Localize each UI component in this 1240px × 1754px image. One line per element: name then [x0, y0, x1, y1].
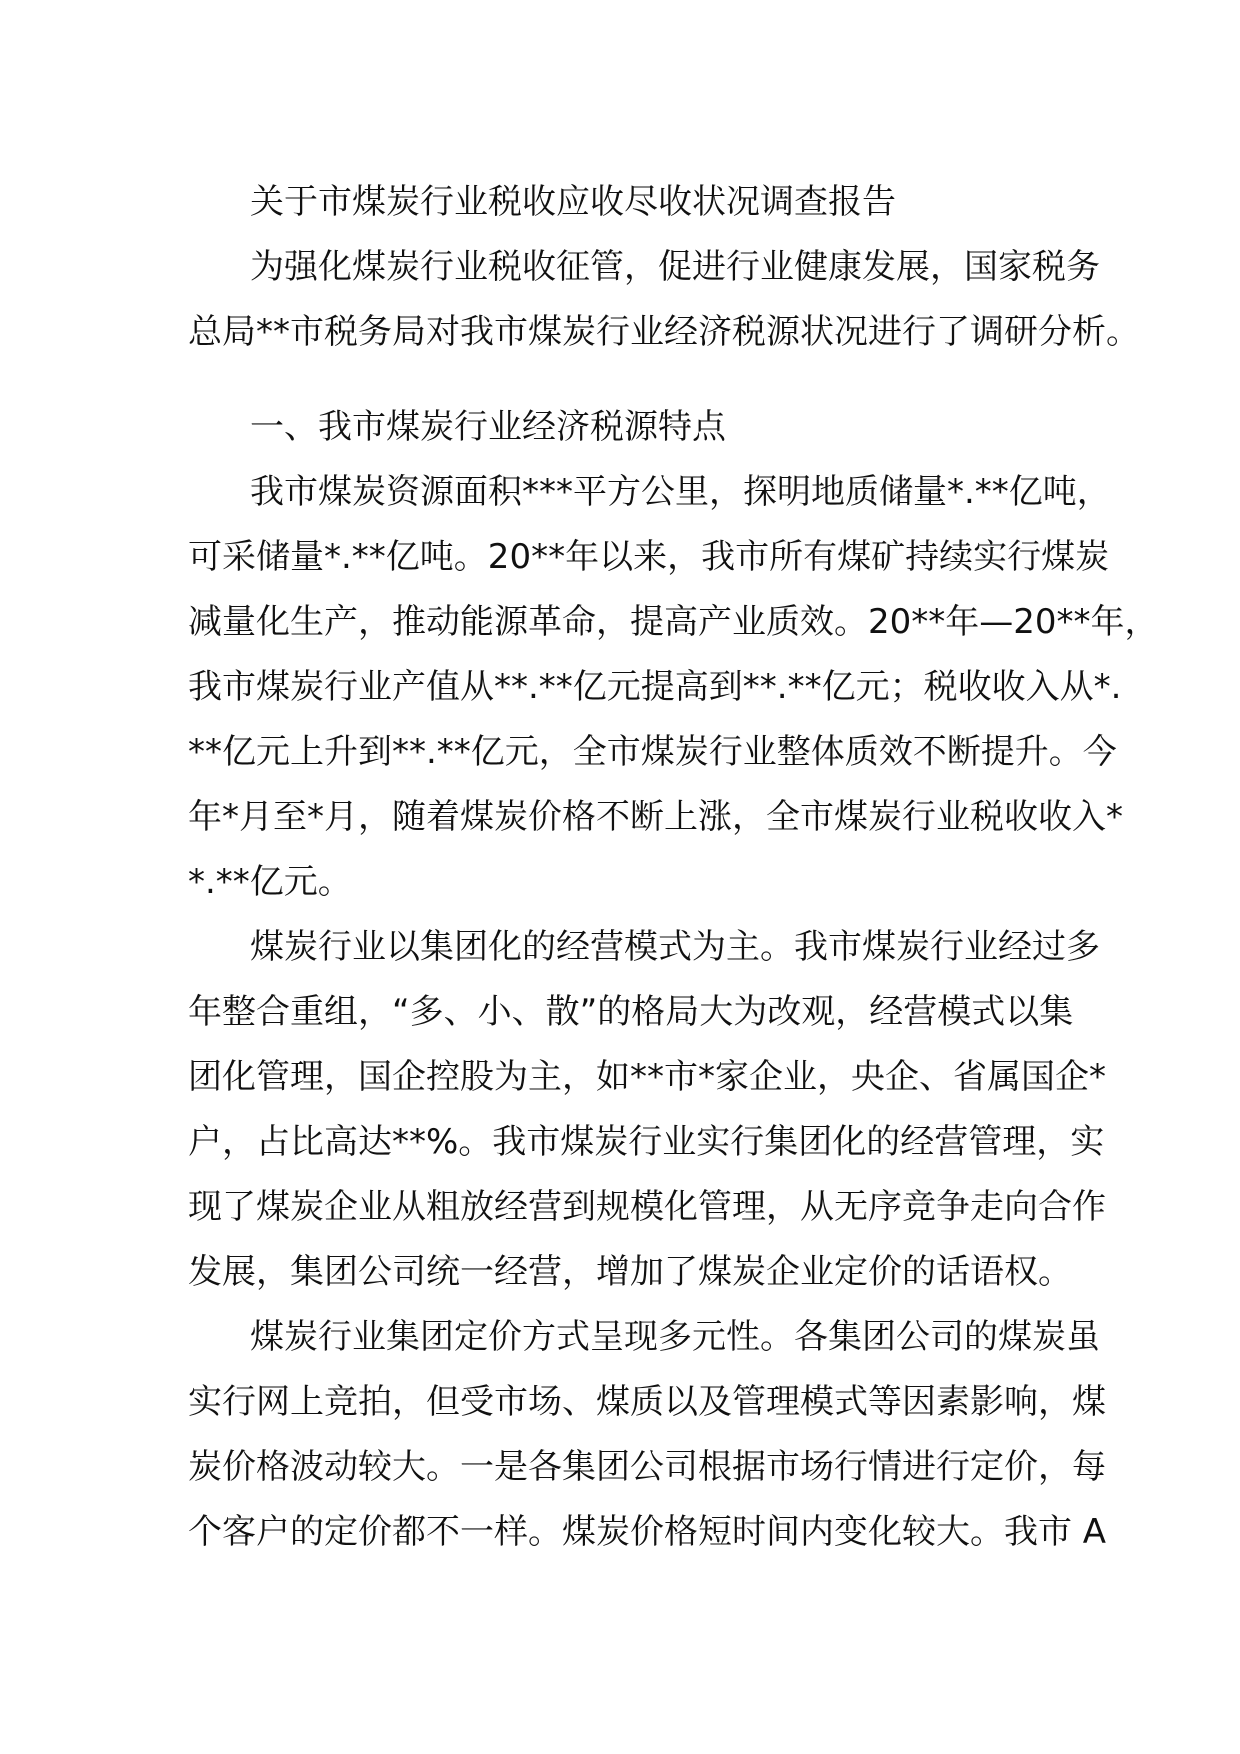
paragraph-line: 我市煤炭资源面积***平方公里，探明地质储量*.**亿吨，	[250, 472, 1111, 512]
paragraph-line: 团化管理，国企控股为主，如**市*家企业，央企、省属国企*	[188, 1057, 1106, 1097]
section-heading: 一、我市煤炭行业经济税源特点	[250, 407, 726, 447]
paragraph-line: **亿元上升到**.**亿元，全市煤炭行业整体质效不断提升。今	[188, 732, 1117, 772]
paragraph-line: *.**亿元。	[188, 862, 352, 902]
paragraph-gap	[188, 365, 1056, 395]
paragraph-line: 可采储量*.**亿吨。20**年以来，我市所有煤矿持续实行煤炭	[188, 537, 1110, 577]
document-title: 关于市煤炭行业税收应收尽收状况调查报告	[250, 182, 896, 222]
paragraph-line: 发展，集团公司统一经营，增加了煤炭企业定价的话语权。	[188, 1252, 1072, 1292]
paragraph-line: 户，占比高达**%。我市煤炭行业实行集团化的经营管理，实	[188, 1122, 1105, 1162]
paragraph-line: 实行网上竞拍，但受市场、煤质以及管理模式等因素影响，煤	[188, 1382, 1106, 1422]
paragraph-line: 减量化生产，推动能源革命，提高产业质效。20**年—20**年，	[188, 602, 1159, 642]
intro-line: 为强化煤炭行业税收征管，促进行业健康发展，国家税务	[250, 247, 1100, 287]
paragraph-line: 个客户的定价都不一样。煤炭价格短时间内变化较大。我市 A	[188, 1512, 1107, 1552]
paragraph-line: 炭价格波动较大。一是各集团公司根据市场行情进行定价，每	[188, 1447, 1106, 1487]
document-body	[188, 170, 1159, 1565]
paragraph-line: 煤炭行业集团定价方式呈现多元性。各集团公司的煤炭虽	[250, 1317, 1100, 1357]
paragraph-line: 我市煤炭行业产值从**.**亿元提高到**.**亿元；税收收入从*.	[188, 667, 1122, 707]
intro-line: 总局**市税务局对我市煤炭行业经济税源状况进行了调研分析。	[188, 312, 1140, 352]
paragraph-line: 年*月至*月，随着煤炭价格不断上涨，全市煤炭行业税收收入*	[188, 797, 1123, 837]
paragraph-line: 现了煤炭企业从粗放经营到规模化管理，从无序竞争走向合作	[188, 1187, 1106, 1227]
paragraph-line: 煤炭行业以集团化的经营模式为主。我市煤炭行业经过多	[250, 927, 1100, 967]
paragraph-line: 年整合重组，“多、小、散”的格局大为改观，经营模式以集	[188, 992, 1074, 1032]
